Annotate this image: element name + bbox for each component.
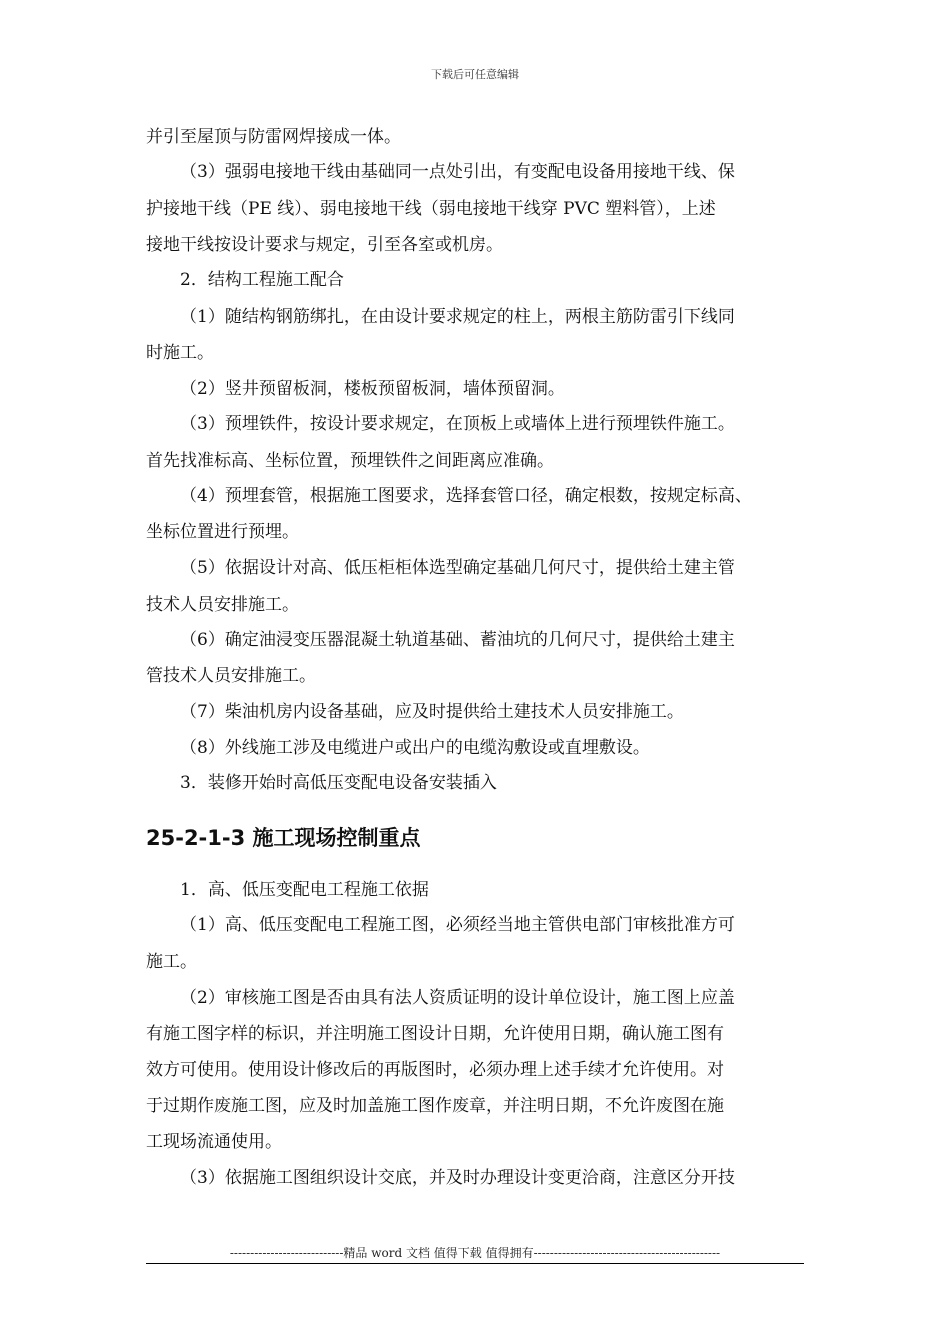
paragraph-line: （6）确定油浸变压器混凝土轨道基础、蓄油坑的几何尺寸，提供给土建主 [180, 630, 735, 650]
paragraph-line: （3）预埋铁件，按设计要求规定，在顶板上或墙体上进行预埋铁件施工。 [180, 414, 735, 434]
paragraph-line: （3）强弱电接地干线由基础同一点处引出，有变配电设备用接地干线、保 [180, 162, 735, 182]
paragraph-line: （4）预埋套管，根据施工图要求，选择套管口径，确定根数，按规定标高、 [180, 486, 752, 506]
paragraph-line: 于过期作废施工图，应及时加盖施工图作废章，并注明日期，不允许废图在施 [146, 1096, 724, 1116]
list-heading: 3．装修开始时高低压变配电设备安装插入 [180, 773, 497, 793]
paragraph-line: （2）审核施工图是否由具有法人资质证明的设计单位设计，施工图上应盖 [180, 988, 735, 1008]
paragraph-line: （2）竖井预留板洞，楼板预留板洞，墙体预留洞。 [180, 379, 565, 399]
paragraph-line: （7）柴油机房内设备基础，应及时提供给土建技术人员安排施工。 [180, 702, 684, 722]
paragraph-line: 管技术人员安排施工。 [146, 666, 316, 686]
paragraph-line: （5）依据设计对高、低压柜柜体选型确定基础几何尺寸，提供给土建主管 [180, 558, 735, 578]
paragraph-line: （8）外线施工涉及电缆进户或出户的电缆沟敷设或直埋敷设。 [180, 738, 650, 758]
paragraph-line: 有施工图字样的标识，并注明施工图设计日期，允许使用日期，确认施工图有 [146, 1024, 724, 1044]
paragraph-line: 接地干线按设计要求与规定，引至各室或机房。 [146, 235, 503, 255]
footer-divider [146, 1263, 804, 1264]
paragraph-line: 技术人员安排施工。 [146, 595, 299, 615]
paragraph-line: 并引至屋顶与防雷网焊接成一体。 [146, 127, 401, 147]
list-heading: 2．结构工程施工配合 [180, 270, 344, 290]
paragraph-line: 时施工。 [146, 343, 214, 363]
paragraph-line: （3）依据施工图组织设计交底，并及时办理设计变更洽商，注意区分开技 [180, 1168, 735, 1188]
paragraph-line: 首先找准标高、坐标位置，预埋铁件之间距离应准确。 [146, 451, 554, 471]
paragraph-line: 坐标位置进行预埋。 [146, 522, 299, 542]
paragraph-line: （1）高、低压变配电工程施工图，必须经当地主管供电部门审核批准方可 [180, 915, 735, 935]
paragraph-line: 工现场流通使用。 [146, 1132, 282, 1152]
page-header: 下载后可任意编辑 [431, 68, 519, 81]
section-heading: 25-2-1-3 施工现场控制重点 [146, 826, 421, 850]
paragraph-line: 效方可使用。使用设计修改后的再版图时，必须办理上述手续才允许使用。对 [146, 1060, 724, 1080]
page-footer: ----------------------------精品 word 文档 值得下载 值得拥有---------------------------------------------- [229, 1246, 721, 1260]
paragraph-line: （1）随结构钢筋绑扎，在由设计要求规定的柱上，两根主筋防雷引下线同 [180, 307, 735, 327]
list-heading: 1．高、低压变配电工程施工依据 [180, 880, 429, 900]
paragraph-line: 施工。 [146, 952, 197, 972]
paragraph-line: 护接地干线（PE 线）、弱电接地干线（弱电接地干线穿 PVC 塑料管），上述 [146, 199, 716, 219]
